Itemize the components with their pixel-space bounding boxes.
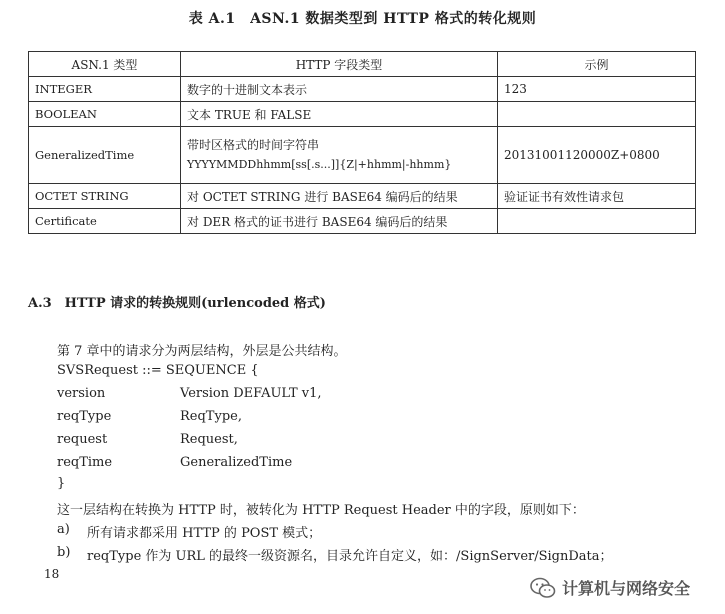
cell-asn-type: INTEGER bbox=[29, 77, 181, 102]
field-name-version: version bbox=[57, 386, 106, 401]
cell-http-type: 对 DER 格式的证书进行 BASE64 编码后的结果 bbox=[181, 209, 498, 234]
field-name-reqtime: reqTime bbox=[57, 455, 113, 470]
cell-example: 验证证书有效性请求包 bbox=[498, 184, 696, 209]
list-item-marker: a) bbox=[57, 522, 70, 537]
cell-asn-type: Certificate bbox=[29, 209, 181, 234]
field-type-reqtime: GeneralizedTime bbox=[180, 455, 293, 470]
cell-asn-type: BOOLEAN bbox=[29, 102, 181, 127]
cell-http-type-line2: YYYYMMDDhhmm[ss[.s...]]{Z|+hhmm|-hhmm} bbox=[187, 158, 452, 171]
watermark-text: 计算机与网络安全 bbox=[562, 579, 691, 598]
sequence-close-brace: } bbox=[57, 476, 66, 491]
cell-example bbox=[498, 102, 696, 127]
list-item-text: 所有请求都采用 HTTP 的 POST 模式； bbox=[87, 526, 322, 541]
intro-paragraph: 第 7 章中的请求分为两层结构，外层是公共结构。 bbox=[57, 344, 347, 359]
table-row bbox=[29, 184, 696, 209]
cell-http-type: 对 OCTET STRING 进行 BASE64 编码后的结果 bbox=[181, 184, 498, 209]
cell-asn-type: OCTET STRING bbox=[29, 184, 181, 209]
conversion-table bbox=[28, 51, 696, 234]
table-row bbox=[29, 77, 696, 102]
field-name-reqtype: reqType bbox=[57, 409, 112, 424]
table-row bbox=[29, 209, 696, 234]
cell-http-type-line1: 带时区格式的时间字符串 bbox=[187, 138, 320, 152]
field-type-version: Version DEFAULT v1, bbox=[180, 386, 322, 401]
list-item-marker: b) bbox=[57, 545, 71, 560]
rules-paragraph: 这一层结构在转换为 HTTP 时，被转化为 HTTP Request Header 中的字段，原则如下： bbox=[57, 503, 585, 518]
wechat-icon bbox=[530, 577, 556, 599]
table-header-row bbox=[29, 52, 696, 77]
field-type-request: Request, bbox=[180, 432, 238, 447]
cell-example: 123 bbox=[498, 77, 696, 102]
cell-http-type bbox=[181, 127, 498, 184]
field-name-request: request bbox=[57, 432, 108, 447]
table-row bbox=[29, 127, 696, 184]
column-header-example: 示例 bbox=[498, 52, 696, 77]
cell-asn-type: GeneralizedTime bbox=[29, 127, 181, 184]
watermark bbox=[530, 576, 690, 599]
cell-http-type: 文本 TRUE 和 FALSE bbox=[181, 102, 498, 127]
cell-example bbox=[498, 209, 696, 234]
table-row bbox=[29, 102, 696, 127]
table-title: 表 A.1 ASN.1 数据类型到 HTTP 格式的转化规则 bbox=[188, 11, 537, 27]
column-header-asn1-type: ASN.1 类型 bbox=[29, 52, 181, 77]
cell-http-type: 数字的十进制文本表示 bbox=[181, 77, 498, 102]
page-number: 18 bbox=[44, 567, 60, 581]
list-item-text: reqType 作为 URL 的最终一级资源名，目录允许自定义，如：/SignServer/SignData； bbox=[87, 549, 613, 564]
sequence-declaration: SVSRequest ::= SEQUENCE { bbox=[57, 363, 259, 378]
cell-example: 20131001120000Z+0800 bbox=[498, 127, 696, 184]
column-header-http-field-type: HTTP 字段类型 bbox=[181, 52, 498, 77]
section-heading: A.3 HTTP 请求的转换规则(urlencoded 格式) bbox=[28, 296, 326, 311]
field-type-reqtype: ReqType, bbox=[180, 409, 242, 424]
